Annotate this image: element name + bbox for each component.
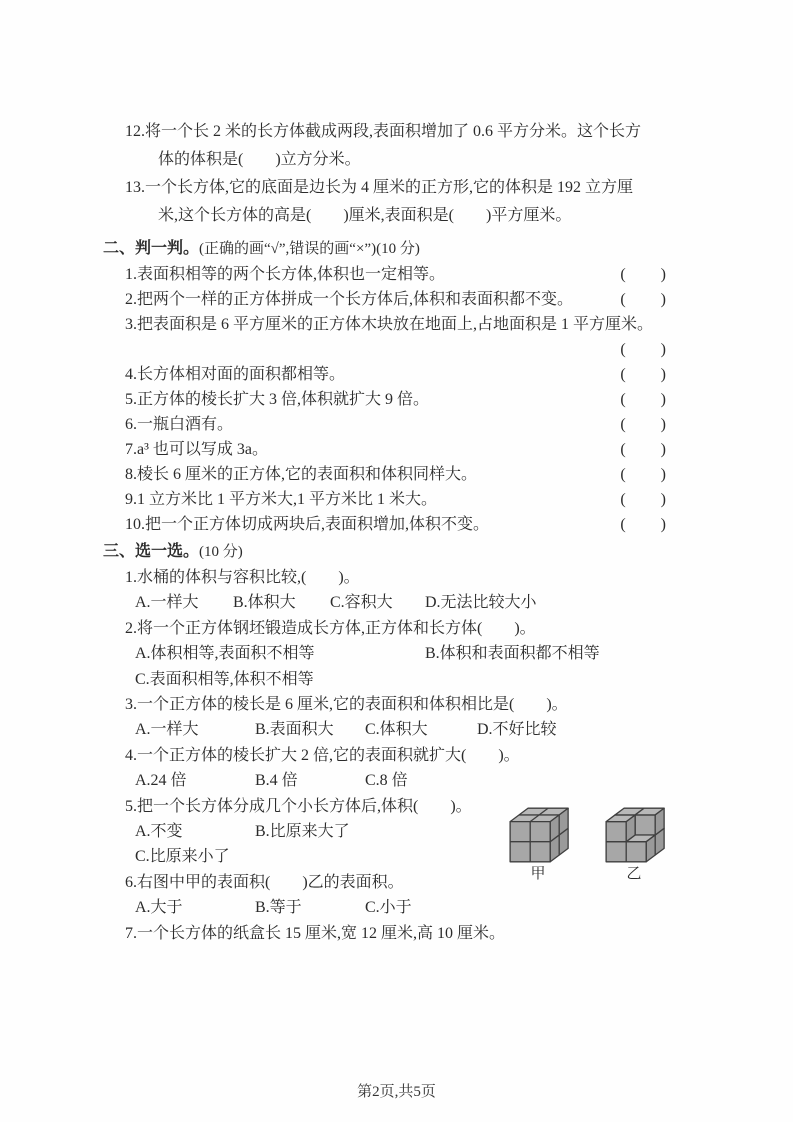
cube-yi-group	[599, 806, 669, 882]
option-b: B.体积大	[233, 594, 296, 612]
answer-bracket: ( )	[620, 341, 667, 358]
option-c: C.容积大	[330, 594, 393, 612]
page-number: 第2页,共5页	[357, 1084, 436, 1100]
tf-text: 5.正方体的棱长扩大 3 倍,体积就扩大 9 倍。	[125, 391, 430, 408]
choice-question-4: 4.一个正方体的棱长扩大 2 倍,它的表面积就扩大( )。	[125, 746, 520, 764]
option-c: C.8 倍	[365, 772, 408, 790]
option-row	[135, 768, 681, 793]
answer-bracket: ( )	[620, 291, 667, 308]
tf-text: 9.1 立方米比 1 平方米大,1 平方米比 1 米大。	[125, 491, 438, 508]
question-line: 13.一个长方体,它的底面是边长为 4 厘米的正方形,它的体积是 192 立方厘	[125, 179, 634, 196]
option-a: A.24 倍	[135, 772, 187, 790]
option-c: C.小于	[365, 899, 412, 917]
answer-bracket: ( )	[620, 266, 667, 283]
answer-bracket: ( )	[620, 416, 667, 433]
answer-bracket: ( )	[620, 516, 667, 533]
tf-item-4	[125, 362, 681, 387]
option-c: C.比原来小了	[135, 848, 230, 866]
cube-yi-label: 乙	[626, 866, 642, 882]
section3-heading	[103, 539, 681, 565]
option-b: B.体积和表面积都不相等	[425, 645, 600, 663]
option-b: B.表面积大	[255, 721, 334, 739]
question-12	[103, 118, 681, 174]
option-a: A.体积相等,表面积不相等	[135, 645, 315, 663]
option-a: A.大于	[135, 899, 183, 917]
tf-text: 2.把两个一样的正方体拼成一个长方体后,体积和表面积都不变。	[125, 291, 574, 308]
answer-bracket: ( )	[620, 366, 667, 383]
choice-question-3: 3.一个正方体的棱长是 6 厘米,它的表面积和体积相比是( )。	[125, 696, 568, 714]
question-line: 体的体积是( )立方分米。	[158, 151, 361, 168]
tf-text: 8.棱长 6 厘米的正方体,它的表面积和体积同样大。	[125, 466, 478, 483]
option-row	[135, 895, 681, 920]
option-row	[135, 641, 681, 666]
section3-title: 三、选一选。	[103, 543, 200, 560]
choice-question-6: 6.右图中甲的表面积( )乙的表面积。	[125, 873, 404, 891]
option-b: B.等于	[255, 899, 302, 917]
option-row	[135, 717, 681, 742]
tf-text: 10.把一个正方体切成两块后,表面积增加,体积不变。	[125, 516, 490, 533]
tf-item-5	[125, 387, 681, 412]
tf-item-3-bracket-line	[103, 337, 681, 362]
tf-text: 3.把表面积是 6 平方厘米的正方体木块放在地面上,占地面积是 1 平方厘米。	[125, 316, 654, 333]
section2-instructions: (正确的画“√”,错误的画“×”)(10 分)	[199, 241, 420, 257]
option-a: A.一样大	[135, 721, 199, 739]
cube-jia-group	[503, 806, 573, 882]
answer-bracket: ( )	[620, 441, 667, 458]
tf-text: 1.表面积相等的两个长方体,体积也一定相等。	[125, 266, 446, 283]
section3-points: (10 分)	[199, 544, 243, 560]
option-a: A.不变	[135, 823, 183, 841]
question-line: 米,这个长方体的高是( )厘米,表面积是( )平方厘米。	[158, 207, 572, 224]
cube-jia-figure	[503, 806, 573, 864]
cube-yi-figure	[599, 806, 669, 864]
answer-bracket: ( )	[620, 391, 667, 408]
cubes-figure	[503, 806, 669, 882]
tf-item-9	[125, 487, 681, 512]
option-d: D.不好比较	[477, 721, 557, 739]
choice-question-5: 5.把一个长方体分成几个小长方体后,体积( )。	[125, 797, 472, 815]
option-row	[135, 667, 681, 692]
tf-text: 4.长方体相对面的面积都相等。	[125, 366, 346, 383]
option-a: A.一样大	[135, 594, 199, 612]
question-line: 12.将一个长 2 米的长方体截成两段,表面积增加了 0.6 平方分米。这个长方	[125, 123, 642, 140]
choice-question-7: 7.一个长方体的纸盒长 15 厘米,宽 12 厘米,高 10 厘米。	[125, 924, 506, 942]
question-13	[103, 174, 681, 230]
option-b: B.4 倍	[255, 772, 298, 790]
option-row	[135, 590, 681, 615]
option-c: C.表面积相等,体积不相等	[135, 670, 314, 688]
answer-bracket: ( )	[620, 491, 667, 508]
tf-text: 7.a³ 也可以写成 3a。	[125, 441, 269, 458]
tf-text: 6.一瓶白酒有。	[125, 416, 234, 433]
tf-item-2	[125, 287, 681, 312]
section2-title: 二、判一判。	[103, 240, 200, 257]
choice-question-2: 2.将一个正方体钢坯锻造成长方体,正方体和长方体( )。	[125, 619, 536, 637]
option-c: C.体积大	[365, 721, 428, 739]
tf-item-10	[125, 512, 681, 537]
section3	[103, 539, 681, 946]
tf-item-3	[125, 312, 681, 337]
section2-heading	[103, 236, 681, 262]
option-d: D.无法比较大小	[425, 594, 537, 612]
tf-item-6	[125, 412, 681, 437]
cube-jia-label: 甲	[530, 866, 546, 882]
answer-bracket: ( )	[620, 466, 667, 483]
tf-item-8	[125, 462, 681, 487]
tf-item-1	[125, 262, 681, 287]
choice-question-1: 1.水桶的体积与容积比较,( )。	[125, 569, 360, 586]
tf-item-7	[125, 437, 681, 462]
option-b: B.比原来大了	[255, 823, 350, 841]
